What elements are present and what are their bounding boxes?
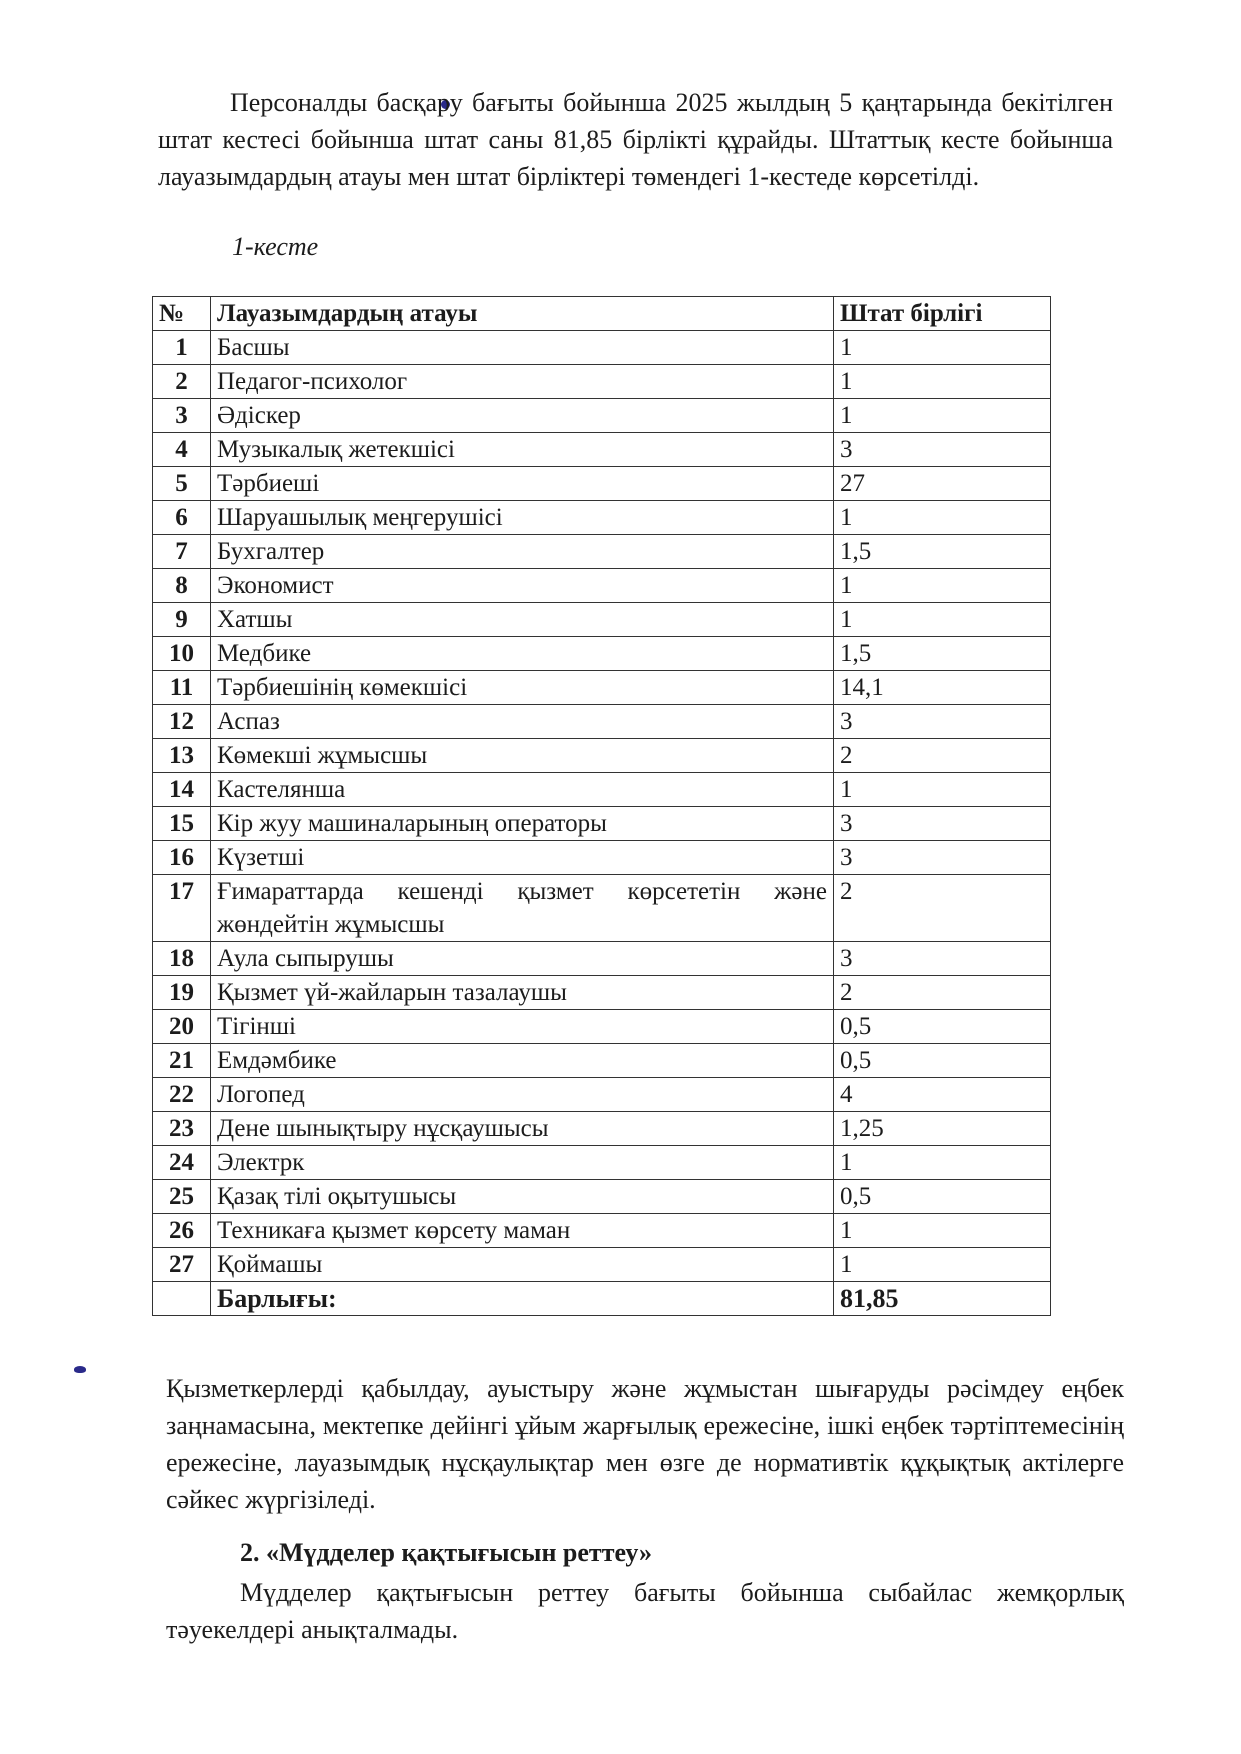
ink-mark <box>74 1366 86 1373</box>
row-number: 19 <box>153 976 211 1010</box>
row-number: 21 <box>153 1044 211 1078</box>
position-name: Педагог-психолог <box>211 365 834 399</box>
position-name: Медбике <box>211 637 834 671</box>
table-row <box>153 365 1051 399</box>
position-name: Хатшы <box>211 603 834 637</box>
table-row <box>153 1248 1051 1282</box>
staff-table <box>152 296 1051 1316</box>
row-number: 6 <box>153 501 211 535</box>
row-number: 17 <box>153 875 211 942</box>
row-number: 22 <box>153 1078 211 1112</box>
position-name: Кір жуу машиналарының операторы <box>211 807 834 841</box>
position-name: Тәрбиешінің көмекшісі <box>211 671 834 705</box>
staff-units: 3 <box>834 705 1051 739</box>
staff-units: 1 <box>834 365 1051 399</box>
row-number: 20 <box>153 1010 211 1044</box>
table-row <box>153 1146 1051 1180</box>
row-number: 12 <box>153 705 211 739</box>
position-name: Техникаға қызмет көрсету маман <box>211 1214 834 1248</box>
staff-units: 14,1 <box>834 671 1051 705</box>
table-header-row <box>153 297 1051 331</box>
row-number: 2 <box>153 365 211 399</box>
row-number: 13 <box>153 739 211 773</box>
position-name: Қазақ тілі оқытушысы <box>211 1180 834 1214</box>
staff-units: 2 <box>834 739 1051 773</box>
staff-units: 2 <box>834 875 1051 942</box>
row-number: 8 <box>153 569 211 603</box>
hr-paragraph: Қызметкерлерді қабылдау, ауыстыру және жұмыстан шығаруды рәсімдеу еңбек заңнамасына, мектепке дейінгі ұйым жарғылық ережесіне, ішкі еңбек тәртіптемесінің ережесіне, лауазымдық нұсқаулықтар мен өзге де нормативтік құқықтық актілерге сәйкес жүргізіледі. <box>166 1374 1124 1514</box>
staff-units: 0,5 <box>834 1044 1051 1078</box>
position-name: Көмекші жұмысшы <box>211 739 834 773</box>
position-name: Шаруашылық меңгерушісі <box>211 501 834 535</box>
table-row <box>153 331 1051 365</box>
row-number: 9 <box>153 603 211 637</box>
staff-units: 1,25 <box>834 1112 1051 1146</box>
table-row <box>153 467 1051 501</box>
position-name: Музыкалық жетекшісі <box>211 433 834 467</box>
table-row <box>153 1214 1051 1248</box>
position-name: Емдәмбике <box>211 1044 834 1078</box>
conflict-paragraph: Мүдделер қақтығысын реттеу бағыты бойынша сыбайлас жемқорлық тәуекелдері анықталмады. <box>166 1578 1124 1644</box>
row-number: 14 <box>153 773 211 807</box>
header-position: Лауазымдардың атауы <box>211 297 834 331</box>
row-number: 24 <box>153 1146 211 1180</box>
position-name: Күзетші <box>211 841 834 875</box>
staff-units: 1 <box>834 1248 1051 1282</box>
staff-units: 1,5 <box>834 637 1051 671</box>
table-row <box>153 807 1051 841</box>
table-row <box>153 1044 1051 1078</box>
staff-units: 1 <box>834 331 1051 365</box>
table-row <box>153 603 1051 637</box>
staff-units: 3 <box>834 841 1051 875</box>
table-row <box>153 501 1051 535</box>
position-name: Бухгалтер <box>211 535 834 569</box>
table-row <box>153 433 1051 467</box>
row-number: 15 <box>153 807 211 841</box>
table-row <box>153 739 1051 773</box>
staff-units: 3 <box>834 807 1051 841</box>
table-row <box>153 1010 1051 1044</box>
table-row <box>153 875 1051 942</box>
row-number: 10 <box>153 637 211 671</box>
row-number: 5 <box>153 467 211 501</box>
row-number: 23 <box>153 1112 211 1146</box>
staff-units: 1 <box>834 603 1051 637</box>
table-row <box>153 637 1051 671</box>
staff-units: 1 <box>834 569 1051 603</box>
table-row <box>153 976 1051 1010</box>
position-name: Аспаз <box>211 705 834 739</box>
staff-units: 1,5 <box>834 535 1051 569</box>
header-units: Штат бірлігі <box>834 297 1051 331</box>
staff-units: 1 <box>834 1214 1051 1248</box>
row-number: 25 <box>153 1180 211 1214</box>
position-name: Дене шынықтыру нұсқаушысы <box>211 1112 834 1146</box>
position-name: Электрк <box>211 1146 834 1180</box>
table-row <box>153 1180 1051 1214</box>
staff-units: 27 <box>834 467 1051 501</box>
row-number: 4 <box>153 433 211 467</box>
staff-units: 1 <box>834 1146 1051 1180</box>
staff-units: 1 <box>834 501 1051 535</box>
staff-units: 1 <box>834 773 1051 807</box>
total-label: Барлығы: <box>211 1282 834 1316</box>
section-title: 2. «Мүдделер қақтығысын реттеу» <box>240 1538 653 1567</box>
staff-units: 0,5 <box>834 1010 1051 1044</box>
position-name: Ғимараттарда кешенді қызмет көрсететін және жөндейтін жұмысшы <box>211 875 834 942</box>
table-row <box>153 671 1051 705</box>
table-row <box>153 535 1051 569</box>
position-name: Тігінші <box>211 1010 834 1044</box>
row-number: 1 <box>153 331 211 365</box>
position-name: Кастелянша <box>211 773 834 807</box>
table-row <box>153 399 1051 433</box>
staff-units: 0,5 <box>834 1180 1051 1214</box>
row-number: 7 <box>153 535 211 569</box>
table-row <box>153 1078 1051 1112</box>
staff-units: 2 <box>834 976 1051 1010</box>
total-value: 81,85 <box>834 1282 1051 1316</box>
total-row <box>153 1282 1051 1316</box>
staff-units: 4 <box>834 1078 1051 1112</box>
staff-units: 3 <box>834 433 1051 467</box>
staff-units: 3 <box>834 942 1051 976</box>
staff-units: 1 <box>834 399 1051 433</box>
table-row <box>153 1112 1051 1146</box>
table-caption: 1-кесте <box>232 232 319 261</box>
position-name: Тәрбиеші <box>211 467 834 501</box>
position-name: Қызмет үй-жайларын тазалаушы <box>211 976 834 1010</box>
position-name: Әдіскер <box>211 399 834 433</box>
table-row <box>153 841 1051 875</box>
intro-paragraph: Персоналды басқару бағыты бойынша 2025 жылдың 5 қаңтарында бекітілген штат кестесі бойынша штат саны 81,85 бірлікті құрайды. Штаттық кесте бойынша лауазымдардың атауы мен штат бірліктері төмендегі 1-кестеде көрсетілді. <box>158 88 1113 191</box>
row-number: 26 <box>153 1214 211 1248</box>
position-name: Қоймашы <box>211 1248 834 1282</box>
row-number: 27 <box>153 1248 211 1282</box>
table-row <box>153 569 1051 603</box>
table-row <box>153 942 1051 976</box>
position-name: Экономист <box>211 569 834 603</box>
row-number: 3 <box>153 399 211 433</box>
row-number: 16 <box>153 841 211 875</box>
total-empty-cell <box>153 1282 211 1316</box>
row-number: 11 <box>153 671 211 705</box>
position-name: Аула сыпырушы <box>211 942 834 976</box>
table-row <box>153 705 1051 739</box>
position-name: Логопед <box>211 1078 834 1112</box>
table-row <box>153 773 1051 807</box>
position-name: Басшы <box>211 331 834 365</box>
header-number: № <box>153 297 211 331</box>
row-number: 18 <box>153 942 211 976</box>
